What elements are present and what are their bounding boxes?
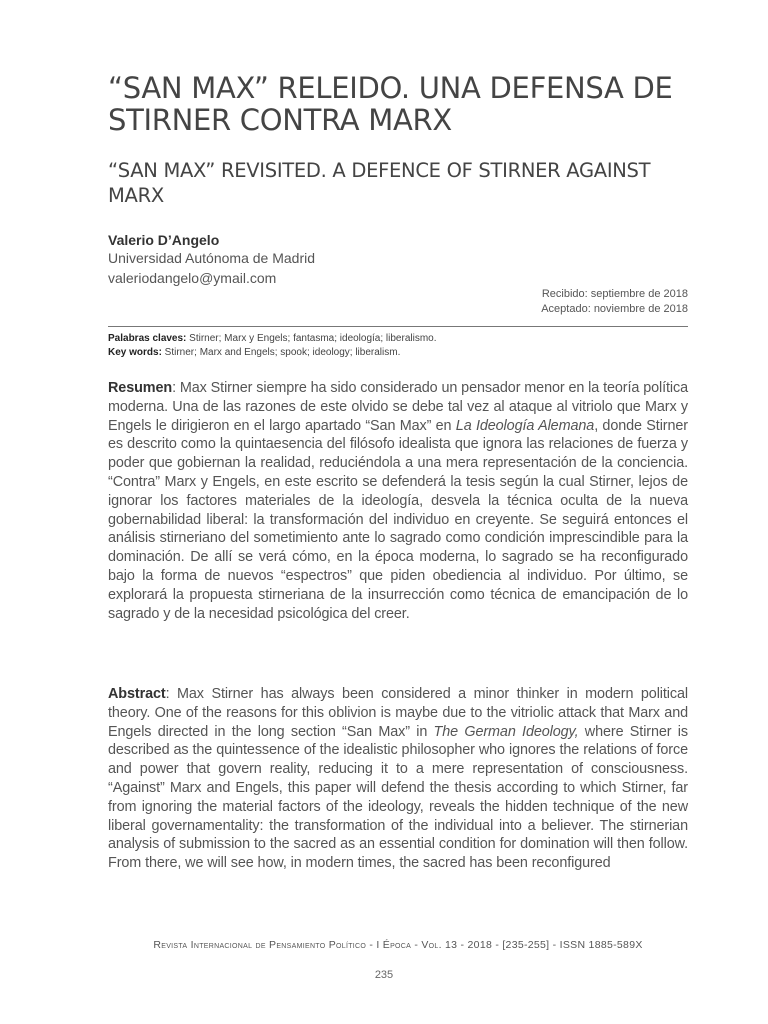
abstract-paragraph [108, 685, 688, 873]
resumen-text-2: , donde Stirner es descrito como la quintaesencia del filósofo idealista que ignora las relaciones de fuerza y poder que gobiernan la realidad, reduciéndola a una mera representación de la conciencia. “Contra” Marx y Engels, en este escrito se defenderá la tesis según la cual Stirner, lejos de ignorar los factores materiales de la ideología, desvela la técnica oculta de la nueva gobernabilidad liberal: la transformación del individuo en creyente. Se seguirá entonces el análisis stirneriano del sometimiento ante lo sagrado como condición imprescindible para la dominación. De allí se verá cómo, en la época moderna, lo sagrado se ha reconfigurado bajo la forma de nuevos “espectros” que piden obediencia al individuo. Por último, se explorará la propuesta stirneriana de la insurrección como técnica de emancipación de lo sagrado y de la necesidad psicológica del creer. [108, 417, 688, 622]
author-affiliation: Universidad Autónoma de Madrid [108, 250, 316, 266]
keywords-divider [108, 326, 688, 327]
abstract-text-2: where Stirner is described as the quintessence of the idealistic philosopher who ignores the relations of force and power that govern reality, reducing it to a mere representation of consciousness. “Against” Marx and Engels, this paper will defend the thesis according to which Stirner, far from ignoring the material factors of the ideology, reveals the hidden technique of the new liberal governamentality: the transformation of the individual into a believer. The stirnerian analysis of submission to the sacred as an essential condition for domination will then follow. From there, we will see how, in modern times, the sacred has been reconfigured [108, 723, 688, 872]
abstract-label: Abstract [108, 686, 166, 702]
author-email: valeriodangelo@ymail.com [108, 270, 277, 286]
received-date: Recibido: septiembre de 2018 [541, 288, 688, 300]
keywords-es-label: Palabras claves: [108, 333, 187, 344]
author-name: Valerio D’Angelo [108, 232, 220, 248]
keywords-english [108, 346, 698, 360]
submission-dates [541, 287, 688, 317]
keywords-block [108, 332, 698, 360]
resumen-italic-title: La Ideología Alemana [455, 417, 595, 434]
article-title-spanish: “SAN MAX” RELEIDO. UNA DEFENSA DE STIRNER CONTRA MARX [108, 71, 673, 137]
keywords-en-label: Key words: [108, 347, 162, 358]
resumen-label: Resumen [108, 380, 173, 396]
page-number: 235 [374, 969, 394, 981]
keywords-spanish [108, 332, 698, 346]
resumen-paragraph [108, 379, 688, 623]
journal-footer: Revista Internacional de Pensamiento Político - I Época - Vol. 13 - 2018 - [235-255] - ISSN 1885-589X [153, 939, 643, 951]
keywords-es-text: Stirner; Marx y Engels; fantasma; ideología; liberalismo. [186, 333, 437, 344]
abstract-text-1: : Max Stirner has always been considered a minor thinker in modern political theory. One of the reasons for this oblivion is maybe due to the vitriolic attack that Marx and Engels directed in the long section “San Max” in [108, 686, 688, 740]
accepted-date: Aceptado: noviembre de 2018 [541, 303, 688, 315]
article-title-english: “SAN MAX” REVISITED. A DEFENCE OF STIRNER AGAINST MARX [108, 159, 651, 207]
resumen-text-1: : Max Stirner siempre ha sido considerado un pensador menor en la teoría política moderna. Una de las razones de este olvido se debe tal vez al ataque al vitriolo que Marx y Engels le dirigieron en el largo apartado “San Max” en [108, 380, 688, 434]
abstract-italic-title: The German Ideology, [433, 723, 579, 740]
keywords-en-text: Stirner; Marx and Engels; spook; ideology; liberalism. [161, 347, 401, 358]
